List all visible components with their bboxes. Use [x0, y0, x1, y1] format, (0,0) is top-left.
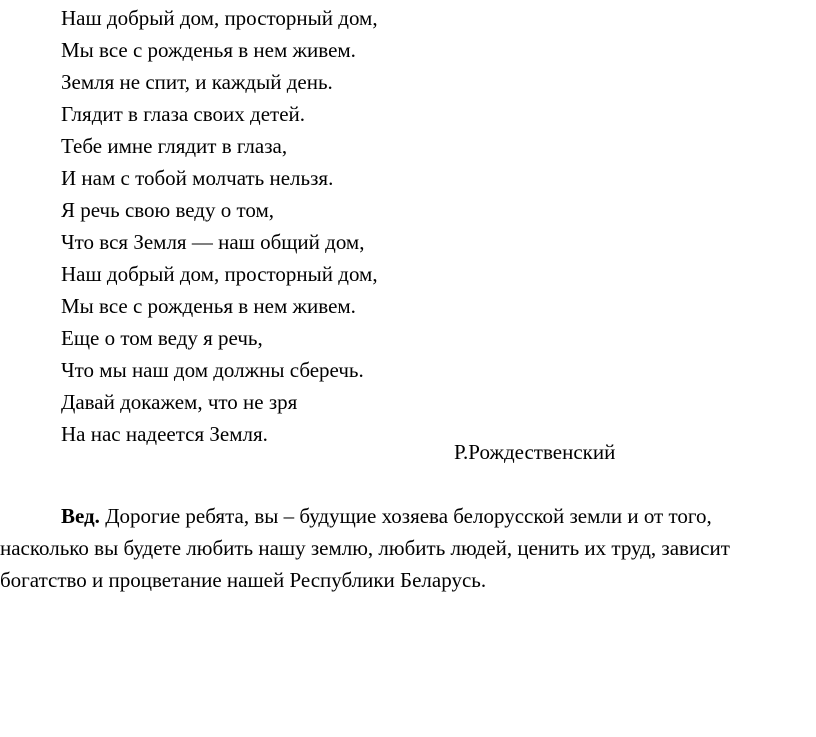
speaker-label: Вед. — [61, 504, 100, 528]
poem-line: Что вся Земля — наш общий дом, — [61, 230, 365, 254]
poem-line: Давай докажем, что не зря — [61, 390, 298, 414]
poem-line: Еще о том веду я речь, — [61, 326, 263, 350]
poem-line: Глядит в глаза своих детей. — [61, 102, 306, 126]
paragraph-line — [0, 500, 816, 532]
poem-line: Земля не спит, и каждый день. — [61, 70, 333, 94]
poem-author: Р.Рождественский — [454, 440, 616, 464]
poem-line: Что мы наш дом должны сберечь. — [61, 358, 364, 382]
poem-line: Я речь свою веду о том, — [61, 198, 275, 222]
poem-line: И нам с тобой молчать нельзя. — [61, 166, 334, 190]
paragraph-text: Дорогие ребята, вы – будущие хозяева белорусской земли и от того, — [99, 504, 712, 528]
poem — [61, 2, 378, 450]
poem-line: Мы все с рожденья в нем живем. — [61, 38, 356, 62]
paragraph-line: насколько вы будете любить нашу землю, любить людей, ценить их труд, зависит — [0, 536, 730, 560]
poem-line: Мы все с рожденья в нем живем. — [61, 294, 356, 318]
poem-line: Наш добрый дом, просторный дом, — [61, 262, 378, 286]
poem-line: Наш добрый дом, просторный дом, — [61, 6, 378, 30]
paragraph-line: богатство и процветание нашей Республики Беларусь. — [0, 568, 487, 592]
speaker-paragraph — [0, 500, 816, 596]
poem-line: Тебе имне глядит в глаза, — [61, 134, 288, 158]
poem-line: На нас надеется Земля. — [61, 422, 268, 446]
